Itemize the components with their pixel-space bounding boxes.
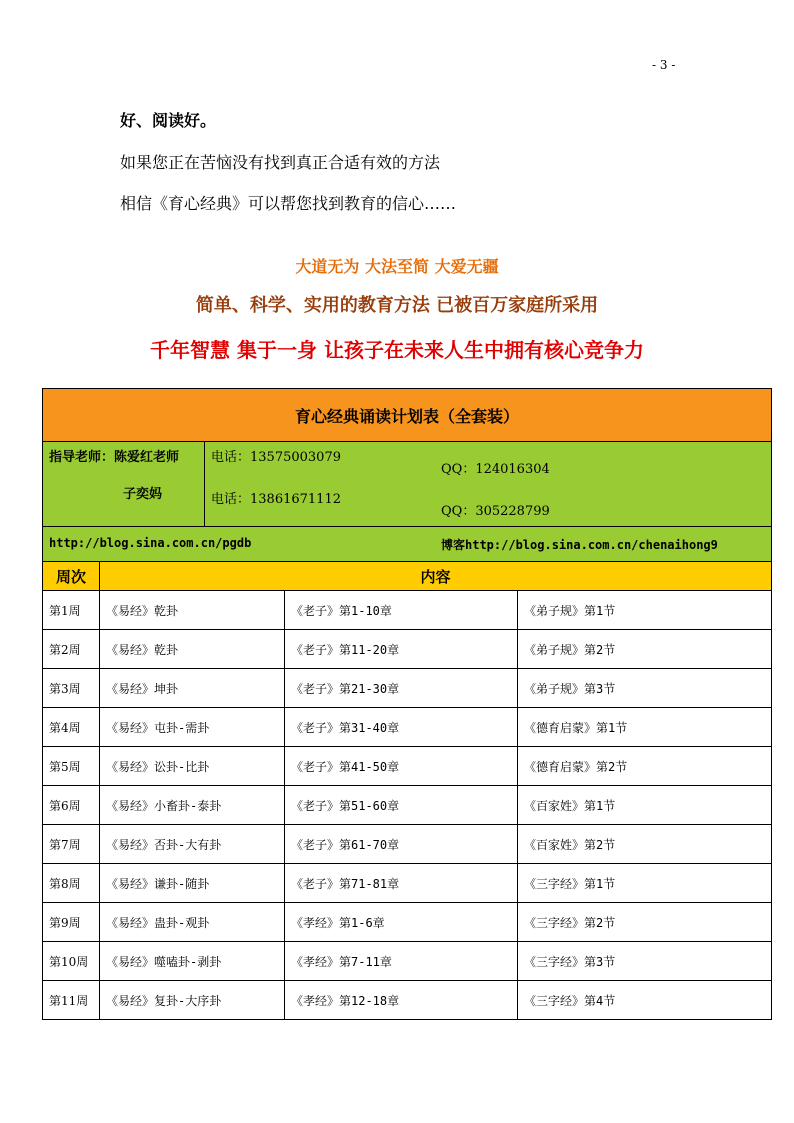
yijing-cell: 《易经》噬嗑卦-剥卦: [100, 942, 285, 981]
week-cell: 第9周: [43, 903, 100, 942]
week-cell: 第6周: [43, 786, 100, 825]
header-week: 周次: [43, 562, 100, 591]
week-cell: 第3周: [43, 669, 100, 708]
qq-1: QQ：124016304: [441, 462, 550, 477]
week-cell: 第8周: [43, 864, 100, 903]
week-cell: 第1周: [43, 591, 100, 630]
slogan-1: 大道无为 大法至简 大爱无疆: [295, 257, 499, 276]
second-book-cell: 《老子》第41-50章: [285, 747, 518, 786]
table-row: [43, 981, 772, 1020]
third-book-cell: 《三字经》第3节: [518, 942, 772, 981]
teacher-2: 子奕妈: [123, 487, 163, 502]
yijing-cell: 《易经》讼卦-比卦: [100, 747, 285, 786]
blog-url-2[interactable]: 博客http://blog.sina.com.cn/chenaihong9: [441, 538, 718, 552]
yijing-cell: 《易经》乾卦: [100, 591, 285, 630]
slogan-2: 简单、科学、实用的教育方法 已被百万家庭所采用: [195, 295, 599, 316]
third-book-cell: 《三字经》第1节: [518, 864, 772, 903]
yijing-cell: 《易经》否卦-大有卦: [100, 825, 285, 864]
second-book-cell: 《老子》第11-20章: [285, 630, 518, 669]
teacher-label: 指导老师：陈爱红老师: [49, 450, 180, 465]
table-row: [43, 942, 772, 981]
table-row: [43, 630, 772, 669]
page-number: - 3 -: [652, 58, 676, 72]
third-book-cell: 《德育启蒙》第1节: [518, 708, 772, 747]
table-row: [43, 903, 772, 942]
week-cell: 第5周: [43, 747, 100, 786]
header-content: 内容: [100, 562, 772, 591]
table-row: [43, 591, 772, 630]
yijing-cell: 《易经》屯卦-需卦: [100, 708, 285, 747]
table-row: [43, 786, 772, 825]
qq-2: QQ：305228799: [441, 504, 550, 519]
intro-line-1: 好、阅读好。: [120, 111, 217, 130]
second-book-cell: 《老子》第21-30章: [285, 669, 518, 708]
contact-cell: [205, 442, 772, 527]
week-cell: 第11周: [43, 981, 100, 1020]
week-cell: 第7周: [43, 825, 100, 864]
second-book-cell: 《老子》第31-40章: [285, 708, 518, 747]
table-title: 育心经典诵读计划表（全套装）: [43, 389, 772, 442]
intro-line-3: 相信《育心经典》可以帮您找到教育的信心……: [120, 194, 457, 213]
yijing-cell: 《易经》小畜卦-泰卦: [100, 786, 285, 825]
table-row: [43, 708, 772, 747]
table-row: [43, 825, 772, 864]
table-row: [43, 747, 772, 786]
second-book-cell: 《孝经》第7-11章: [285, 942, 518, 981]
yijing-cell: 《易经》乾卦: [100, 630, 285, 669]
phone-2: 电话：13861671112: [211, 492, 341, 507]
yijing-cell: 《易经》蛊卦-观卦: [100, 903, 285, 942]
yijing-cell: 《易经》谦卦-随卦: [100, 864, 285, 903]
phone-1: 电话：13575003079: [211, 450, 341, 465]
week-cell: 第4周: [43, 708, 100, 747]
third-book-cell: 《弟子规》第3节: [518, 669, 772, 708]
third-book-cell: 《三字经》第4节: [518, 981, 772, 1020]
third-book-cell: 《三字经》第2节: [518, 903, 772, 942]
second-book-cell: 《老子》第71-81章: [285, 864, 518, 903]
third-book-cell: 《百家姓》第1节: [518, 786, 772, 825]
blog-url-1[interactable]: http://blog.sina.com.cn/pgdb: [49, 536, 252, 550]
week-cell: 第2周: [43, 630, 100, 669]
second-book-cell: 《孝经》第12-18章: [285, 981, 518, 1020]
third-book-cell: 《弟子规》第1节: [518, 591, 772, 630]
reading-plan-table: [42, 388, 772, 1020]
intro-line-2: 如果您正在苦恼没有找到真正合适有效的方法: [120, 153, 441, 172]
yijing-cell: 《易经》复卦-大序卦: [100, 981, 285, 1020]
second-book-cell: 《老子》第61-70章: [285, 825, 518, 864]
second-book-cell: 《孝经》第1-6章: [285, 903, 518, 942]
table-row: [43, 669, 772, 708]
week-cell: 第10周: [43, 942, 100, 981]
yijing-cell: 《易经》坤卦: [100, 669, 285, 708]
teacher-cell: [43, 442, 205, 527]
table-row: [43, 864, 772, 903]
url-cell: [43, 527, 772, 562]
slogan-3: 千年智慧 集于一身 让孩子在未来人生中拥有核心竞争力: [150, 338, 644, 362]
third-book-cell: 《弟子规》第2节: [518, 630, 772, 669]
second-book-cell: 《老子》第51-60章: [285, 786, 518, 825]
third-book-cell: 《百家姓》第2节: [518, 825, 772, 864]
third-book-cell: 《德育启蒙》第2节: [518, 747, 772, 786]
second-book-cell: 《老子》第1-10章: [285, 591, 518, 630]
